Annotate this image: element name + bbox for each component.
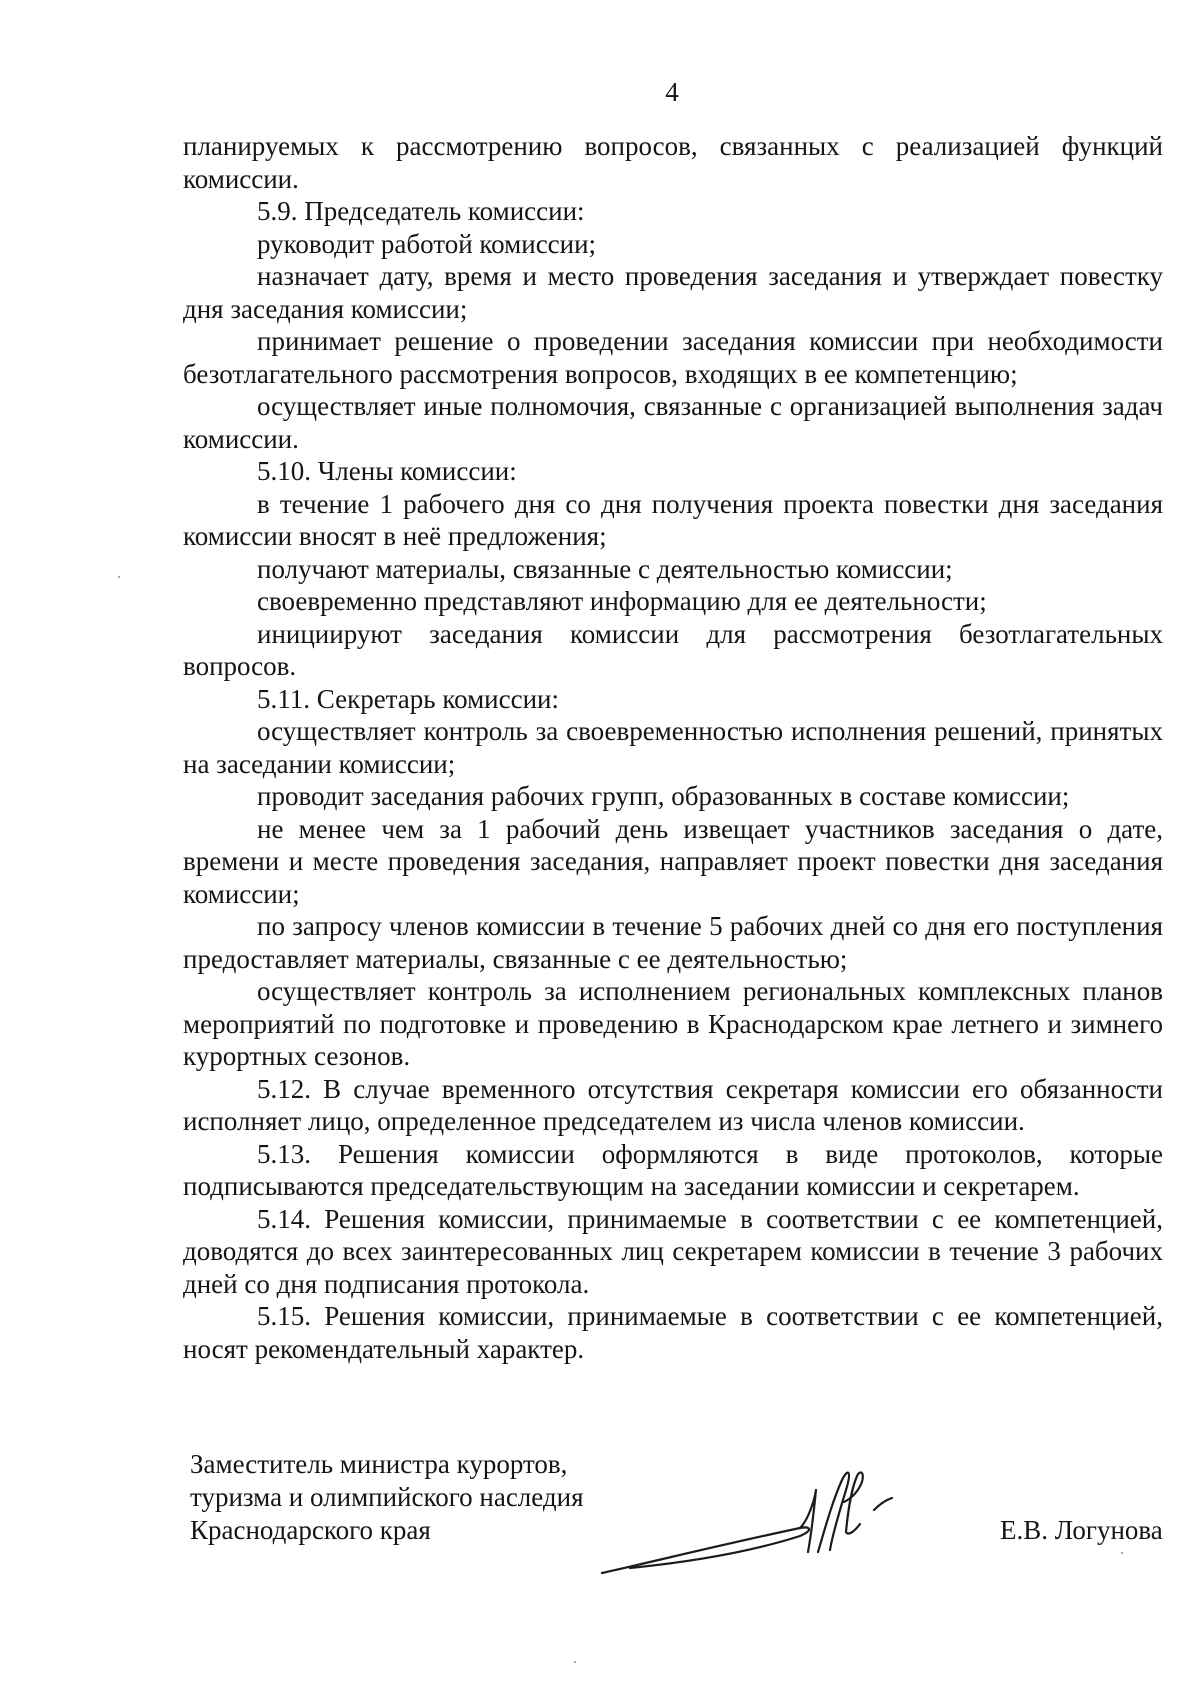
paragraph: в течение 1 рабочего дня со дня получения проекта повестки дня заседания комиссии вносят в неё предложения; [183, 488, 1163, 551]
paragraph: 5.10. Члены комиссии: [257, 456, 517, 486]
paragraph: осуществляет контроль за исполнением региональных комплексных планов мероприятий по подготовке и проведению в Краснодарском крае летнего и зимнего курортных сезонов. [183, 976, 1163, 1071]
paragraph: осуществляет контроль за своевременностью исполнения решений, принятых на заседании комиссии; [183, 716, 1163, 779]
page-number: 4 [665, 77, 679, 107]
paragraph: по запросу членов комиссии в течение 5 рабочих дней со дня его поступления предоставляет материалы, связанные с ее деятельностью; [183, 911, 1163, 974]
paragraph: назначает дату, время и место проведения заседания и утверждает повестку дня заседания комиссии; [183, 261, 1163, 324]
signatory-name: Е.В. Логунова [1000, 1515, 1163, 1545]
paragraph: планируемых к рассмотрению вопросов, связанных с реализацией функций комиссии. [183, 131, 1163, 194]
paragraph: 5.9. Председатель комиссии: [257, 196, 585, 226]
paragraph: инициируют заседания комиссии для рассмотрения безотлагательных вопросов. [183, 618, 1163, 681]
paragraph: 5.15. Решения комиссии, принимаемые в соответствии с ее компетенцией, носят рекомендательный характер. [183, 1301, 1163, 1364]
paragraph: руководит работой комиссии; [257, 228, 597, 259]
signatory-position [190, 1448, 584, 1547]
signatory-position-line: Заместитель министра курортов, [190, 1449, 568, 1479]
paragraph: своевременно представляют информацию для ее деятельности; [257, 586, 987, 616]
paragraph: 5.11. Секретарь комиссии: [257, 683, 559, 714]
paragraph: получают материалы, связанные с деятельностью комиссии; [257, 553, 953, 584]
scan-speck [1121, 1552, 1123, 1554]
handwritten-signature [600, 1440, 960, 1580]
paragraph: 5.14. Решения комиссии, принимаемые в соответствии с ее компетенцией, доводятся до всех заинтересованных лиц секретарем комиссии в течение 3 рабочих дней со дня подписания протокола. [183, 1203, 1163, 1299]
paragraph: не менее чем за 1 рабочий день извещает участников заседания о дате, времени и месте проведения заседания, направляет проект повестки дня заседания комиссии; [183, 813, 1163, 909]
document-body [183, 130, 1163, 1365]
scan-speck [118, 576, 120, 578]
paragraph: проводит заседания рабочих групп, образованных в составе комиссии; [257, 781, 1070, 811]
paragraph: 5.12. В случае временного отсутствия секретаря комиссии его обязанности исполняет лицо, определенное председателем из числа членов комиссии. [183, 1073, 1163, 1136]
paragraph: 5.13. Решения комиссии оформляются в виде протоколов, которые подписываются председательствующим на заседании комиссии и секретарем. [183, 1138, 1163, 1201]
scan-speck [574, 1661, 576, 1663]
paragraph: осуществляет иные полномочия, связанные с организацией выполнения задач комиссии. [183, 391, 1163, 454]
signatory-position-line: Краснодарского края [190, 1515, 431, 1545]
paragraph: принимает решение о проведении заседания комиссии при необходимости безотлагательного рассмотрения вопросов, входящих в ее компетенцию; [183, 326, 1163, 389]
signatory-position-line: туризма и олимпийского наследия [190, 1482, 584, 1512]
